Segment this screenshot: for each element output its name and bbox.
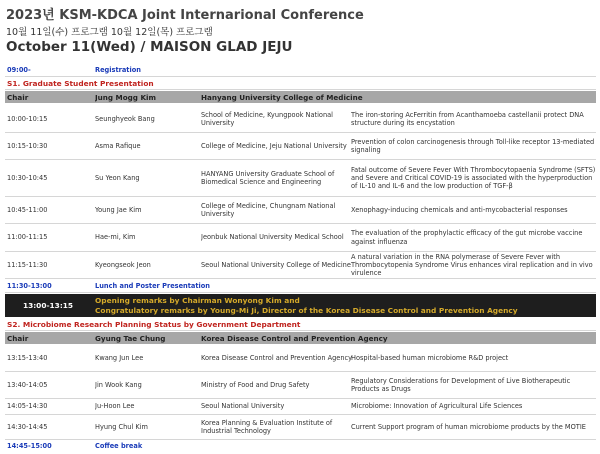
talk-title: Microbiome: Innovation of Agricultural Life Sciences bbox=[351, 402, 523, 411]
talk-time: 11:00-11:15 bbox=[7, 233, 48, 242]
talk-time: 13:40-14:05 bbox=[7, 380, 48, 389]
chair-affiliation: Hanyang University College of Medicine bbox=[201, 92, 363, 102]
talk-affiliation: Seoul National University bbox=[201, 402, 285, 411]
table-row bbox=[5, 252, 596, 279]
table-row bbox=[5, 224, 596, 252]
talk-speaker: Hae-mi, Kim bbox=[95, 233, 136, 242]
chair-name: Gyung Tae Chung bbox=[95, 333, 166, 343]
talk-affiliation: College of Medicine, Jeju National University bbox=[201, 141, 347, 150]
talk-speaker: Asma Rafique bbox=[95, 141, 141, 150]
talk-title: The evaluation of the prophylactic efficacy of the gut microbe vaccine against influenza bbox=[351, 229, 583, 246]
talk-affiliation: Korea Disease Control and Prevention Agency bbox=[201, 354, 353, 363]
registration-time: 09:00- bbox=[7, 66, 31, 75]
conference-title: 2023년 KSM-KDCA Joint Internarional Conference bbox=[6, 8, 364, 23]
lunch-row bbox=[5, 280, 596, 293]
talk-time: 10:30-10:45 bbox=[7, 173, 48, 182]
talk-speaker: Young Jae Kim bbox=[95, 205, 142, 214]
talk-title: Prevention of colon carcinogenesis through Toll-like receptor 13-mediated signaling bbox=[351, 137, 595, 154]
talk-time: 14:05-14:30 bbox=[7, 402, 48, 411]
s2-section-title: S2. Microbiome Research Planning Status by Government Department bbox=[5, 319, 596, 331]
opening-time: 13:00-13:15 bbox=[5, 294, 91, 317]
talk-time: 10:45-11:00 bbox=[7, 205, 48, 214]
chair-label: Chair bbox=[7, 333, 29, 343]
talk-title: The iron-storing AcFerritin from Acanthamoeba castellanii protect DNA structure during its encystation bbox=[351, 110, 584, 127]
table-row bbox=[5, 197, 596, 224]
talk-affiliation: School of Medicine, Kyungpook National University bbox=[201, 110, 334, 127]
registration-row bbox=[5, 65, 596, 77]
opening-remarks bbox=[95, 294, 595, 317]
talk-affiliation: HANYANG University Graduate School of Biomedical Science and Engineering bbox=[201, 169, 335, 186]
talk-affiliation: Korea Planning & Evaluation Institute of Industrial Technology bbox=[201, 418, 333, 435]
chair-affiliation: Korea Disease Control and Prevention Agency bbox=[201, 333, 388, 343]
talk-title: Current Support program of human microbiome products by the MOTIE bbox=[351, 422, 586, 431]
table-row bbox=[5, 372, 596, 399]
s1-chair-header bbox=[5, 91, 596, 103]
talk-speaker: Su Yeon Kang bbox=[95, 173, 140, 182]
talk-speaker: Kwang Jun Lee bbox=[95, 354, 144, 363]
coffee-break-row bbox=[5, 440, 596, 452]
lunch-label: Lunch and Poster Presentation bbox=[95, 281, 210, 290]
s2-chair-header bbox=[5, 332, 596, 344]
talk-speaker: Kyeongseok Jeon bbox=[95, 260, 151, 269]
talk-time: 10:15-10:30 bbox=[7, 141, 48, 150]
talk-time: 13:15-13:40 bbox=[7, 354, 48, 363]
talk-affiliation: Jeonbuk National University Medical School bbox=[201, 233, 344, 242]
talk-affiliation: Ministry of Food and Drug Safety bbox=[201, 380, 310, 389]
chair-name: Jung Mogg Kim bbox=[95, 92, 156, 102]
talk-speaker: Jin Wook Kang bbox=[95, 380, 142, 389]
lunch-time: 11:30-13:00 bbox=[7, 281, 52, 290]
talk-title: Fatal outcome of Severe Fever With Thrombocytopaenia Syndrome (SFTS) and Severe and Critical COVID-19 is associated with the hyperproduction of IL-10 and IL-6 and the low production of TGF-β bbox=[351, 165, 596, 191]
coffee-label: Coffee break bbox=[95, 441, 143, 450]
table-row bbox=[5, 346, 596, 372]
registration-label: Registration bbox=[95, 66, 141, 75]
opening-line-2: Congratulatory remarks by Young-Mi Ji, Director of the Korea Disease Control and Prevention Agency bbox=[95, 305, 518, 315]
opening-line-1: Opening remarks by Chairman Wonyong Kim and bbox=[95, 296, 300, 306]
talk-speaker: Hyung Chul Kim bbox=[95, 422, 148, 431]
talk-time: 11:15-11:30 bbox=[7, 260, 48, 269]
talk-affiliation: College of Medicine, Chungnam National University bbox=[201, 201, 336, 218]
talk-time: 10:00-10:15 bbox=[7, 114, 48, 123]
talk-title: Regulatory Considerations for Development of Live Biotherapeutic Products as Drugs bbox=[351, 376, 571, 393]
talk-title: Hospital-based human microbiome R&D project bbox=[351, 354, 509, 363]
coffee-time: 14:45-15:00 bbox=[7, 441, 52, 450]
table-row bbox=[5, 133, 596, 160]
talk-affiliation: Seoul National University College of Medicine bbox=[201, 260, 351, 269]
talk-speaker: Seunghyeok Bang bbox=[95, 114, 155, 123]
talk-title: A natural variation in the RNA polymerase of Severe Fever with Thrombocytopenia Syndrome Virus enhances viral replication and in vivo virulence bbox=[351, 252, 593, 278]
date-venue: October 11(Wed) / MAISON GLAD JEJU bbox=[6, 39, 293, 55]
s1-section-title: S1. Graduate Student Presentation bbox=[5, 78, 596, 90]
table-row bbox=[5, 106, 596, 133]
table-row bbox=[5, 160, 596, 197]
talk-title: Xenophagy-inducing chemicals and anti-mycobacterial responses bbox=[351, 205, 568, 214]
talk-speaker: Ju-Hoon Lee bbox=[95, 402, 135, 411]
chair-label: Chair bbox=[7, 92, 29, 102]
program-day-tabs: 10월 11일(수) 프로그램 10월 12일(목) 프로그램 bbox=[6, 27, 213, 38]
opening-remarks-row bbox=[5, 294, 596, 317]
talk-time: 14:30-14:45 bbox=[7, 422, 48, 431]
table-row bbox=[5, 415, 596, 440]
table-row bbox=[5, 399, 596, 415]
